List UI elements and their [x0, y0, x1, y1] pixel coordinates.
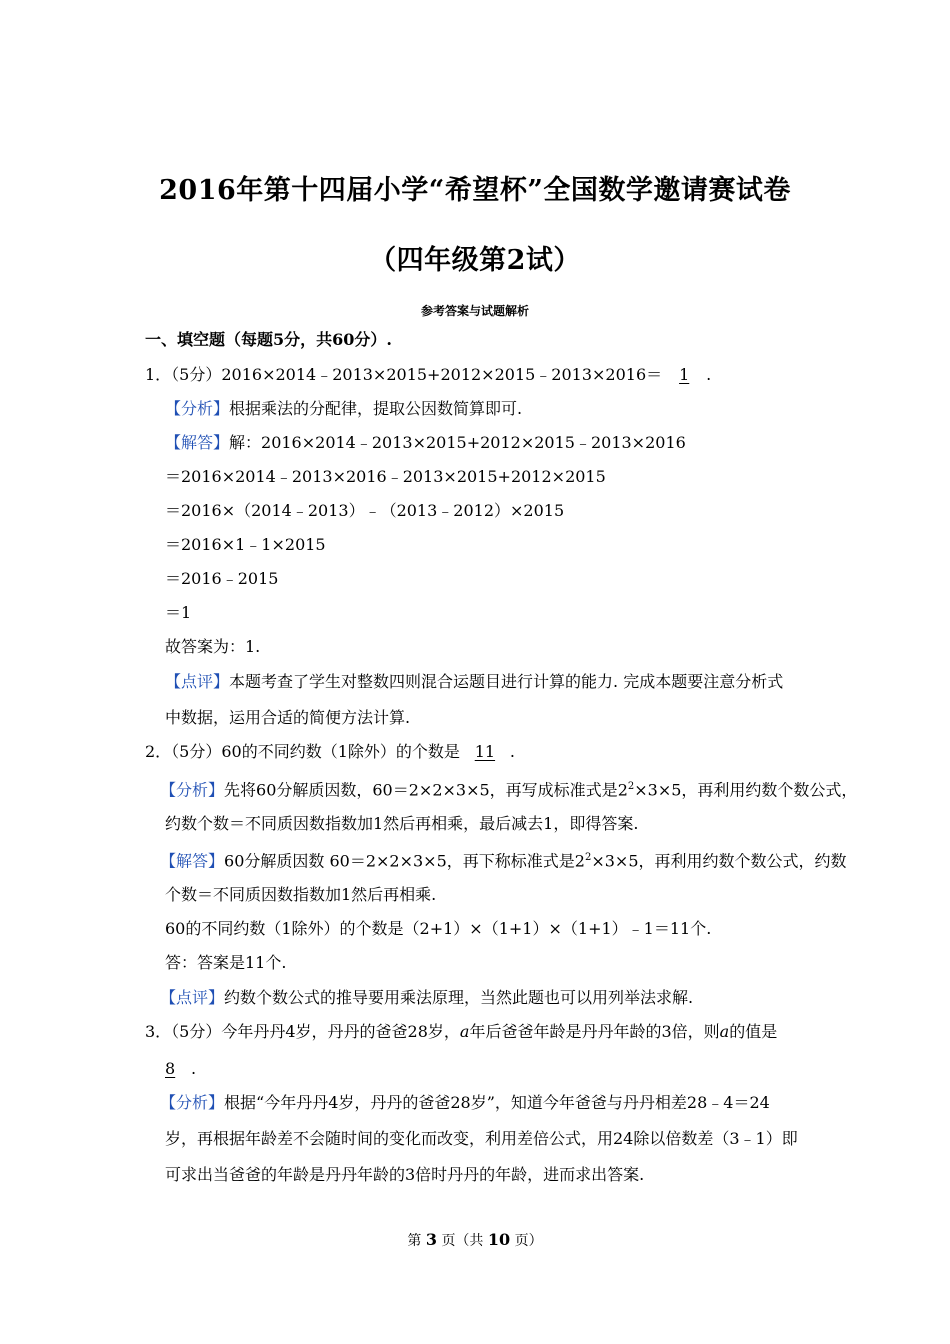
question-2-solution — [160, 848, 847, 871]
question-2-analysis — [160, 777, 857, 800]
question-3-text: 3．（5分）今年丹丹4岁，丹丹的爸爸28岁， — [145, 1022, 460, 1041]
question-2 — [145, 742, 515, 762]
question-2-text: 2．（5分）60的不同约数（1除外）的个数是 — [145, 742, 460, 761]
page-footer — [0, 1230, 950, 1250]
comment-text: 本题考查了学生对整数四则混合运题目进行计算的能力. 完成本题要注意分析式 — [229, 672, 784, 691]
question-3-text-mid: 年后爸爸年龄是丹丹年龄的3倍，则 — [469, 1022, 720, 1041]
analysis-tag: 【分析】 — [160, 780, 225, 800]
power-base: 2 — [617, 780, 628, 800]
analysis-text-line2: 岁，再根据年龄差不会随时间的变化而改变，利用差倍公式，用24除以倍数差（3﹣1）即 — [165, 1129, 798, 1148]
comment-tag: 【点评】 — [160, 988, 225, 1007]
analysis-text-line3: 可求出当爸爸的年龄是丹丹年龄的3倍时丹丹的年龄，进而求出答案. — [165, 1165, 645, 1184]
page-number: 3 — [425, 1230, 437, 1249]
solution-step: ＝2016×2014﹣2013×2016﹣2013×2015+2012×2015 — [165, 467, 606, 486]
analysis-tag: 【分析】 — [165, 399, 230, 418]
solution-step: ＝2016﹣2015 — [165, 569, 279, 588]
analysis-text-cont: ×3×5，再利用约数个数公式， — [634, 780, 858, 800]
power-exponent: 2 — [627, 781, 635, 792]
page-total: 10 — [487, 1230, 511, 1249]
question-1-answer: 1 — [679, 365, 690, 384]
comment-text: 约数个数公式的推导要用乘法原理，当然此题也可以用列举法求解. — [224, 988, 694, 1007]
question-3-answer-line — [165, 1059, 196, 1079]
footer-pre: 第 — [407, 1233, 422, 1249]
question-1-suffix: . — [706, 365, 712, 384]
solution-step: ＝1 — [165, 603, 192, 622]
solution-text: 解：2016×2014﹣2013×2015+2012×2015﹣2013×2016 — [229, 433, 686, 452]
power-exponent: 2 — [584, 852, 592, 863]
question-1-text: 1．（5分）2016×2014﹣2013×2015+2012×2015﹣2013×2016＝ — [145, 365, 663, 384]
answer-key-heading: 参考答案与试题解析 — [420, 304, 529, 318]
question-2-comment — [160, 988, 693, 1008]
solution-step: ＝2016×1﹣1×2015 — [165, 535, 326, 554]
question-3-answer: 8 — [165, 1059, 176, 1078]
analysis-text: 根据“今年丹丹4岁，丹丹的爸爸28岁”，知道今年爸爸与丹丹相差28﹣4＝24 — [224, 1093, 770, 1112]
question-2-suffix: . — [509, 742, 515, 761]
power-base: 2 — [574, 851, 585, 871]
footer-post: 页） — [514, 1233, 543, 1249]
solution-step: ＝2016×（2014﹣2013）﹣（2013﹣2012）×2015 — [165, 501, 565, 520]
solution-text: 60分解质因数 60＝2×2×3×5，再下称标准式是 — [224, 851, 575, 871]
question-3-analysis — [160, 1093, 770, 1113]
solution-tag: 【解答】 — [165, 433, 230, 452]
analysis-tag: 【分析】 — [160, 1093, 225, 1112]
solution-text-cont: ×3×5，再利用约数个数公式，约数 — [591, 851, 847, 871]
solution-conclusion: 故答案为：1. — [165, 637, 261, 656]
question-3-text-end: 的值是 — [729, 1022, 778, 1041]
variable-a: a — [719, 1022, 730, 1041]
question-2-answer: 11 — [474, 742, 496, 761]
question-1-solution — [165, 433, 686, 453]
solution-text-line2: 个数＝不同质因数指数加1然后再相乘. — [165, 885, 437, 904]
solution-text-line3: 60的不同约数（1除外）的个数是（2+1）×（1+1）×（1+1）﹣1＝11个. — [165, 919, 712, 938]
question-3 — [145, 1022, 777, 1042]
document-title: 2016年第十四届小学“希望杯”全国数学邀请赛试卷 — [159, 175, 791, 206]
analysis-text-line2: 约数个数＝不同质因数指数加1然后再相乘，最后减去1，即得答案. — [165, 814, 639, 833]
comment-tag: 【点评】 — [165, 672, 230, 691]
question-1 — [145, 365, 711, 385]
solution-tag: 【解答】 — [160, 851, 225, 871]
footer-mid: 页（共 — [441, 1233, 484, 1249]
section-heading: 一、填空题（每题5分，共60分）. — [145, 330, 392, 349]
analysis-text: 先将60分解质因数，60＝2×2×3×5，再写成标准式是 — [224, 780, 618, 800]
question-1-analysis — [165, 399, 522, 419]
question-1-comment — [165, 672, 783, 692]
comment-text-cont: 中数据，运用合适的简便方法计算. — [165, 708, 411, 727]
question-3-suffix: . — [191, 1059, 197, 1078]
document-subtitle-grade: （四年级第2试） — [369, 245, 581, 276]
solution-answer: 答：答案是11个. — [165, 953, 287, 972]
analysis-text: 根据乘法的分配律，提取公因数简算即可. — [229, 399, 523, 418]
variable-a: a — [459, 1022, 470, 1041]
